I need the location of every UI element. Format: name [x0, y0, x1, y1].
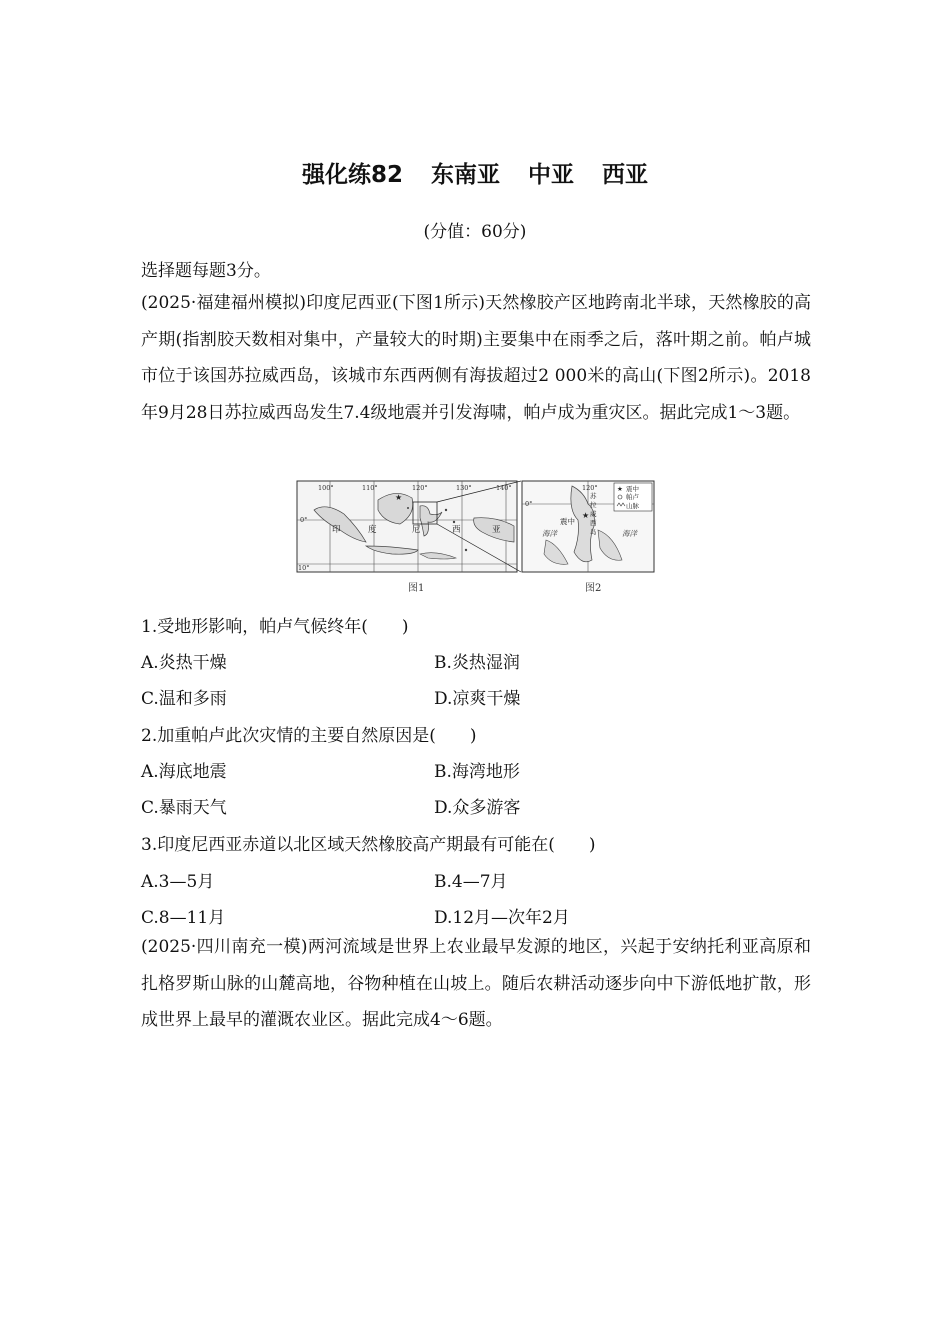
fig2-island-char: 威 [590, 510, 597, 518]
option-a: A.炎热干燥 [141, 653, 227, 673]
legend-item: 山脉 [626, 502, 639, 510]
map-figure-svg [296, 480, 656, 595]
map-figure [296, 480, 656, 595]
fig2-sea-right: 海洋 [622, 529, 637, 538]
svg-text:★: ★ [617, 485, 623, 493]
fig2-island-char: 拉 [590, 501, 597, 509]
country-label-char: 尼 [412, 525, 421, 535]
score-note: (分值：60分) [423, 222, 527, 242]
option-d: D.众多游客 [434, 798, 521, 818]
lon-label: 100° [318, 484, 334, 492]
country-label-char: 度 [368, 525, 377, 535]
country-label-char: 西 [452, 525, 461, 535]
country-label-char: 亚 [492, 525, 501, 535]
fig2-lon-label: 120° [582, 484, 598, 492]
option-d: D.12月—次年2月 [434, 908, 570, 928]
option-b: B.炎热湿润 [434, 653, 520, 673]
option-a: A.海底地震 [141, 762, 227, 782]
page-title [0, 156, 950, 189]
legend-item: 帕卢 [626, 493, 639, 501]
option-a: A.3—5月 [141, 872, 215, 892]
fig2-island-char: 苏 [590, 492, 597, 500]
lon-label: 120° [412, 484, 428, 492]
legend-item: 震中 [626, 485, 639, 493]
title-part: 东南亚 [431, 162, 500, 188]
title-part: 西亚 [602, 162, 648, 188]
fig2-caption: 图2 [585, 583, 602, 594]
passage-1: (2025·福建福州模拟)印度尼西亚(下图1所示)天然橡胶产区地跨南北半球，天然橡胶的高产期(指割胶天数相对集中，产量较大的时期)主要集中在雨季之后，落叶期之前。帕卢城市位于该国苏拉威西岛，该城市东西两侧有海拔超过2 000米的高山(下图2所示)。2018年9月28日苏拉威西岛发生7.4级地震并引发海啸，帕卢成为重灾区。据此完成1～3题。 [141, 293, 811, 423]
option-b: B.4—7月 [434, 872, 508, 892]
option-d: D.凉爽干燥 [434, 689, 521, 709]
lat-label: 10° [298, 564, 310, 572]
question-stem: 2.加重帕卢此次灾情的主要自然原因是( ) [141, 726, 477, 746]
title-part: 强化练82 [301, 162, 403, 188]
lon-label: 140° [496, 484, 512, 492]
option-c: C.8—11月 [141, 908, 226, 928]
country-label-char: 印 [332, 525, 341, 535]
option-b: B.海湾地形 [434, 762, 520, 782]
fig2-place: 震中 [560, 517, 575, 526]
fig2-island-char: 西 [590, 519, 597, 527]
fig2-island-char: 岛 [590, 528, 597, 536]
passage-2: (2025·四川南充一模)两河流域是世界上农业最早发源的地区，兴起于安纳托利亚高原和扎格罗斯山脉的山麓高地，谷物种植在山坡上。随后农耕活动逐步向中下游低地扩散，形成世界上最早的灌溉农业区。据此完成4～6题。 [141, 937, 811, 1031]
option-c: C.温和多雨 [141, 689, 227, 709]
fig2-sea-left: 海洋 [542, 529, 557, 538]
svg-text:★: ★ [395, 493, 403, 502]
intro-text: 选择题每题3分。 [141, 261, 271, 281]
fig1-caption: 图1 [408, 583, 425, 594]
title-part: 中亚 [528, 162, 574, 188]
fig2-lat-label: 0° [525, 500, 533, 508]
lon-label: 130° [456, 484, 472, 492]
question-stem: 1.受地形影响，帕卢气候终年( ) [141, 617, 409, 637]
lon-label: 110° [362, 484, 378, 492]
svg-text:★: ★ [582, 511, 590, 520]
question-stem: 3.印度尼西亚赤道以北区域天然橡胶高产期最有可能在( ) [141, 835, 596, 855]
option-c: C.暴雨天气 [141, 798, 227, 818]
lat-label: 0° [300, 516, 308, 524]
